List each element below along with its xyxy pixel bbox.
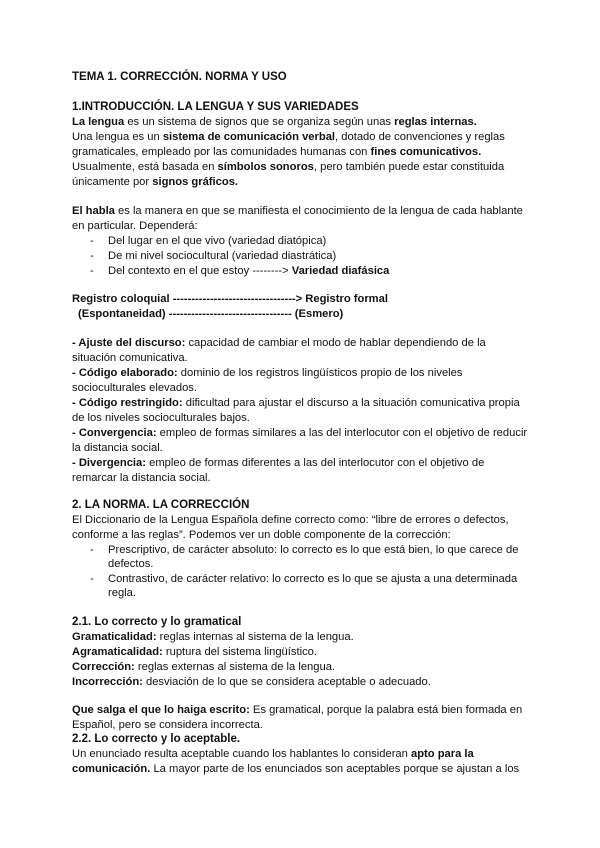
section-heading-1: 1.INTRODUCCIÓN. LA LENGUA Y SUS VARIEDADES bbox=[72, 101, 359, 113]
paragraph-line: La lengua es un sistema de signos que se organiza según unas reglas internas. bbox=[72, 116, 477, 128]
list-item: defectos. bbox=[108, 558, 154, 570]
definition-line: - Divergencia: empleo de formas diferentes a las del interlocutor con el objetivo de bbox=[72, 457, 485, 469]
paragraph-line: Usualmente, está basada en símbolos sonoros, pero también puede estar constituida bbox=[72, 161, 505, 173]
definition-line: situación comunicativa. bbox=[72, 352, 188, 364]
bullet-marker: - bbox=[90, 573, 94, 585]
subsection-heading-2-1: 2.1. Lo correcto y lo gramatical bbox=[72, 616, 242, 628]
paragraph-line: comunicación. La mayor parte de los enunciados son aceptables porque se ajustan a los bbox=[72, 763, 520, 775]
bullet-marker: - bbox=[90, 250, 94, 262]
paragraph-line: Un enunciado resulta aceptable cuando los hablantes lo consideran apto para la bbox=[72, 748, 474, 760]
page-title: TEMA 1. CORRECCIÓN. NORMA Y USO bbox=[72, 71, 287, 83]
definition-line: Agramaticalidad: ruptura del sistema lingüístico. bbox=[72, 646, 317, 658]
definition-line: Incorrección: desviación de lo que se considera aceptable o adecuado. bbox=[72, 676, 431, 688]
paragraph-line: Una lengua es un sistema de comunicación verbal, dotado de convenciones y reglas bbox=[72, 131, 505, 143]
paragraph-line: conforme a las reglas”. Podemos ver un doble componente de la corrección: bbox=[72, 529, 451, 541]
definition-line: Corrección: reglas externas al sistema de la lengua. bbox=[72, 661, 336, 673]
list-item: De mi nivel sociocultural (variedad diastrática) bbox=[108, 250, 337, 262]
paragraph-line: gramaticales, empleado por las comunidades humanas con fines comunicativos. bbox=[72, 146, 482, 158]
section-heading-2: 2. LA NORMA. LA CORRECCIÓN bbox=[72, 499, 250, 511]
paragraph-line: en particular. Dependerá: bbox=[72, 220, 198, 232]
definition-line: Gramaticalidad: reglas internas al sistema de la lengua. bbox=[72, 631, 354, 643]
subsection-heading-2-2: 2.2. Lo correcto y lo aceptable. bbox=[72, 733, 241, 745]
definition-line: la distancia social. bbox=[72, 442, 163, 454]
definition-line: - Código restringido: dificultad para ajustar el discurso a la situación comunicativa propia bbox=[72, 397, 520, 409]
example-line: Que salga el que lo haiga escrito: Es gramatical, porque la palabra está bien formada en bbox=[72, 704, 523, 716]
list-item: Prescriptivo, de carácter absoluto: lo correcto es lo que está bien, lo que carece de bbox=[108, 544, 519, 556]
bullet-marker: - bbox=[90, 544, 94, 556]
example-line: Español, pero se considera incorrecta. bbox=[72, 719, 263, 731]
register-scale-line: (Espontaneidad) --------------------------------- (Esmero) bbox=[78, 308, 344, 320]
paragraph-line: El Diccionario de la Lengua Española define correcto como: “libre de errores o defectos, bbox=[72, 514, 509, 526]
bullet-marker: - bbox=[90, 235, 94, 247]
register-scale-line: Registro coloquial ---------------------------------> Registro formal bbox=[72, 293, 388, 305]
paragraph-line: El habla es la manera en que se manifiesta el conocimiento de la lengua de cada hablante bbox=[72, 205, 523, 217]
definition-line: - Código elaborado: dominio de los registros lingüísticos propio de los niveles bbox=[72, 367, 463, 379]
bullet-marker: - bbox=[90, 265, 94, 277]
list-item: Contrastivo, de carácter relativo: lo correcto es lo que se ajusta a una determinada bbox=[108, 573, 518, 585]
list-item: regla. bbox=[108, 587, 136, 599]
list-item: Del lugar en el que vivo (variedad diatópica) bbox=[108, 235, 327, 247]
definition-line: - Ajuste del discurso: capacidad de cambiar el modo de hablar dependiendo de la bbox=[72, 337, 486, 349]
definition-line: socioculturales elevados. bbox=[72, 382, 197, 394]
definition-line: - Convergencia: empleo de formas similares a las del interlocutor con el objetivo de reducir bbox=[72, 427, 528, 439]
definition-line: remarcar la distancia social. bbox=[72, 472, 211, 484]
list-item: Del contexto en el que estoy --------> Variedad diafásica bbox=[108, 265, 390, 277]
definition-line: de los niveles socioculturales bajos. bbox=[72, 412, 250, 424]
paragraph-line: únicamente por signos gráficos. bbox=[72, 176, 239, 188]
